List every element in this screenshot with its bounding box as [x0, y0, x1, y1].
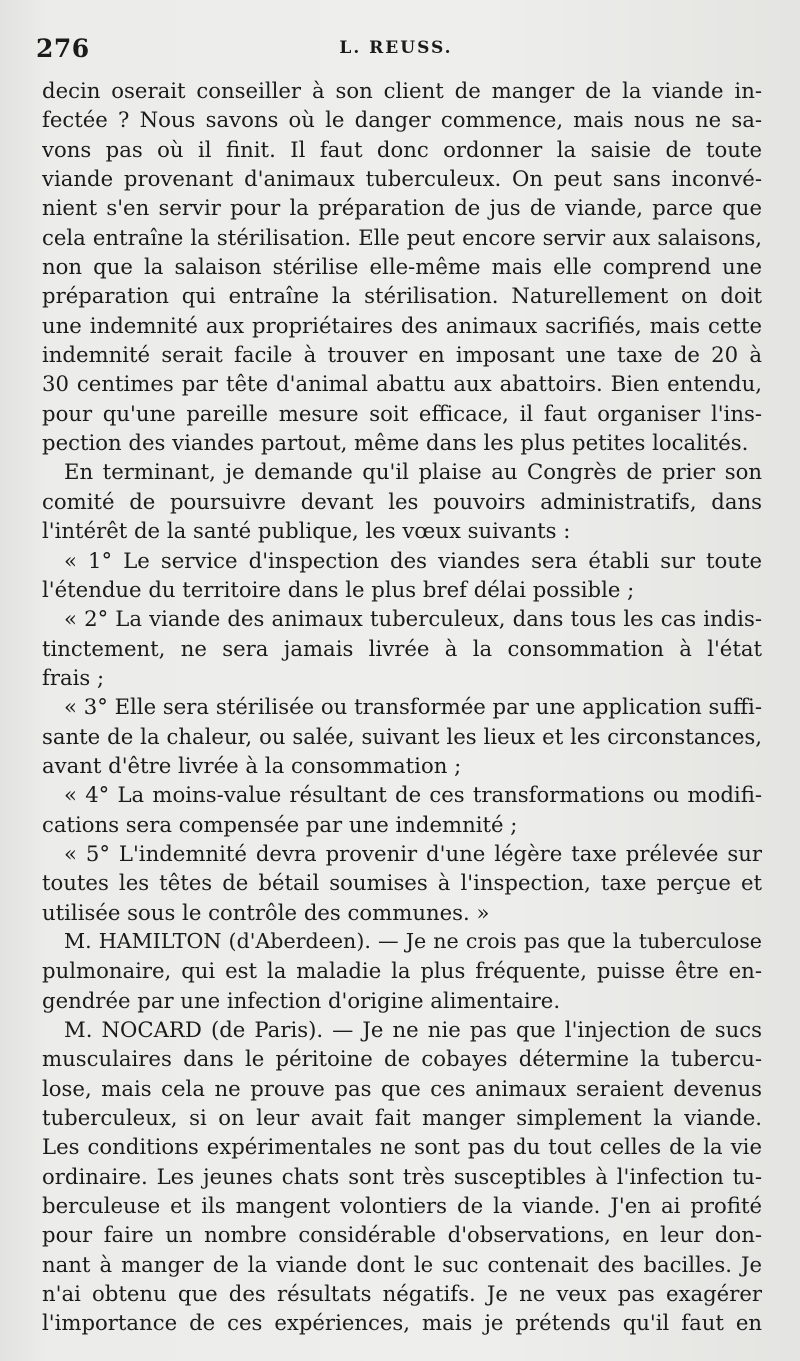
text-line: avant d'être livrée à la consommation ; — [42, 752, 462, 778]
text-line: indemnité serait facile à trouver en imposant une taxe de 20 à — [42, 342, 762, 368]
text-line: viande provenant d'animaux tuberculeux. On peut sans inconvé- — [42, 166, 762, 192]
text-line: M. NOCARD (de Paris). — Je ne nie pas que l'injection de sucs — [64, 1017, 762, 1042]
text-line: pulmonaire, qui est la maladie la plus fréquente, puisse être en- — [42, 958, 762, 984]
text-line: n'ai obtenu que des résultats négatifs. Je ne veux pas exagérer — [42, 1281, 762, 1307]
text-line: pection des viandes partout, même dans les plus petites localités. — [42, 430, 749, 456]
text-line: musculaires dans le péritoine de cobayes détermine la tubercu- — [42, 1046, 762, 1072]
text-line: « 4° La moins-value résultant de ces transformations ou modifi- — [64, 782, 762, 808]
text-line: comité de poursuivre devant les pouvoirs administratifs, dans — [42, 488, 762, 514]
text-line: tuberculeux, si on leur avait fait manger simplement la viande. — [42, 1105, 762, 1131]
text-line: frais ; — [42, 664, 105, 690]
text-line: decin oserait conseiller à son client de manger de la viande in- — [42, 78, 762, 103]
text-line: une indemnité aux propriétaires des animaux sacrifiés, mais cette — [42, 312, 762, 338]
text-line: En terminant, je demande qu'il plaise au Congrès de prier son — [64, 459, 762, 485]
text-line: « 2° La viande des animaux tuberculeux, dans tous les cas indis- — [64, 606, 762, 632]
text-line: gendrée par une infection d'origine alimentaire. — [42, 987, 561, 1013]
text-line: tinctement, ne sera jamais livrée à la consommation à l'état — [42, 635, 762, 661]
text-line: nient s'en servir pour la préparation de jus de viande, parce que — [42, 195, 762, 221]
text-line: l'intérêt de la santé publique, les vœux suivants : — [42, 518, 571, 544]
page-number: 276 — [36, 34, 90, 63]
text-line: cations sera compensée par une indemnité ; — [42, 811, 518, 837]
text-line: « 3° Elle sera stérilisée ou transformée par une application suffi- — [64, 694, 762, 720]
body-text — [42, 76, 762, 1338]
text-line: 30 centimes par tête d'animal abattu aux abattoirs. Bien entendu, — [42, 371, 762, 397]
running-head: L. REUSS. — [339, 38, 453, 58]
text-line: « 5° L'indemnité devra provenir d'une légère taxe prélevée sur — [64, 840, 762, 866]
text-line: sante de la chaleur, ou salée, suivant les lieux et les circonstances, — [42, 723, 762, 749]
text-line: « 1° Le service d'inspection des viandes sera établi sur toute — [64, 547, 762, 573]
text-line: fectée ? Nous savons où le danger commence, mais nous ne sa- — [42, 107, 762, 133]
text-line: berculeuse et ils mangent volontiers de la viande. J'en ai profité — [42, 1193, 762, 1219]
text-line: nant à manger de la viande dont le suc contenait des bacilles. Je — [42, 1251, 762, 1277]
text-line: vons pas où il finit. Il faut donc ordonner la saisie de toute — [42, 136, 762, 162]
text-line: préparation qui entraîne la stérilisation. Naturellement on doit — [42, 283, 762, 309]
text-line: utilisée sous le contrôle des communes. » — [42, 899, 490, 925]
text-line: pour qu'une pareille mesure soit efficace, il faut organiser l'ins- — [42, 400, 762, 426]
text-line: Les conditions expérimentales ne sont pas du tout celles de la vie — [42, 1134, 762, 1160]
text-line: l'étendue du territoire dans le plus bref délai possible ; — [42, 576, 635, 602]
text-line: l'importance de ces expériences, mais je prétends qu'il faut en — [42, 1310, 762, 1336]
text-line: ordinaire. Les jeunes chats sont très susceptibles à l'infection tu- — [42, 1163, 762, 1189]
text-line: lose, mais cela ne prouve pas que ces animaux seraient devenus — [42, 1075, 762, 1101]
text-line: pour faire un nombre considérable d'observations, en leur don- — [42, 1222, 762, 1248]
text-line: non que la salaison stérilise elle-même mais elle comprend une — [42, 254, 762, 280]
text-line: toutes les têtes de bétail soumises à l'inspection, taxe perçue et — [42, 870, 762, 896]
text-line: cela entraîne la stérilisation. Elle peut encore servir aux salaisons, — [42, 224, 762, 250]
page-header — [36, 34, 756, 64]
text-line: M. HAMILTON (d'Aberdeen). — Je ne crois pas que la tuberculose — [64, 928, 762, 953]
